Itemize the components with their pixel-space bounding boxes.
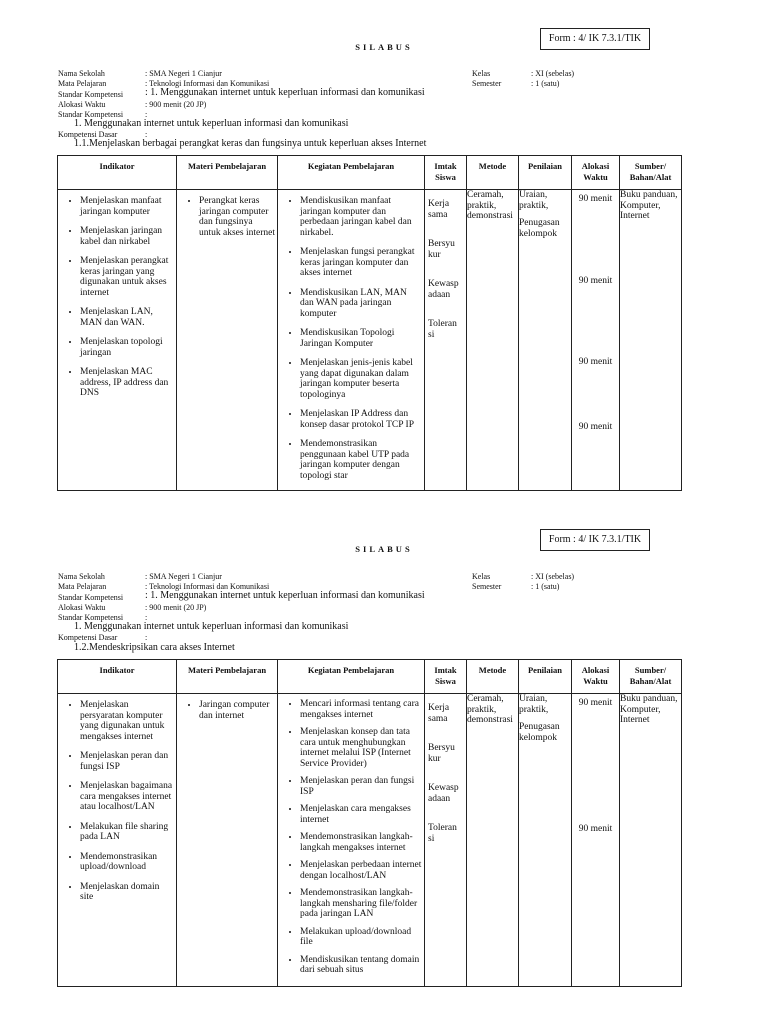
header-materi: Materi Pembelajaran [177, 156, 278, 190]
list-item: • Menjelaskan IP Address dan konsep dasar protokol TCP IP [300, 409, 422, 430]
list-item: • Menjelaskan LAN, MAN dan WAN. [80, 307, 174, 328]
header-materi: Materi Pembelajaran [177, 660, 278, 694]
kegiatan-cell [278, 694, 425, 987]
penilaian-item: Uraian, praktik, [519, 694, 549, 715]
silabus-table [57, 659, 682, 987]
penilaian-item: Penugasan kelompok [519, 218, 560, 239]
header-metode: Metode [467, 156, 519, 190]
list-item: • Menjelaskan fungsi perangkat keras jaringan komputer dan akses internet [300, 247, 422, 279]
header-imtak: Imtak Siswa [425, 660, 467, 694]
penilaian-item: Uraian, praktik, [519, 190, 549, 211]
kompetensi-dasar-text: 1.1.Menjelaskan berbagai perangkat keras dan fungsinya untuk keperluan akses Internet [74, 138, 427, 149]
header-kegiatan: Kegiatan Pembelajaran [278, 660, 425, 694]
header-metode: Metode [467, 660, 519, 694]
list-item: • Melakukan upload/download file [300, 927, 422, 948]
imtak-item: Toleran si [428, 319, 457, 340]
kompetensi-dasar-label: Kompetensi Dasar [58, 633, 118, 642]
semester-value: : 1 (satu) [531, 582, 560, 591]
alokasi-item: 90 menit [578, 698, 613, 708]
imtak-item: Kerja sama [428, 199, 450, 220]
penilaian-item: Penugasan kelompok [519, 722, 560, 743]
form-number-box: Form : 4/ IK 7.3.1/TIK [540, 28, 650, 50]
metode-cell: Ceramah, praktik, demonstrasi [467, 694, 519, 987]
list-item: • Mendemonstrasikan langkah-langkah mensharing file/folder pada jaringan LAN [300, 888, 422, 920]
standar-kompetensi-value: : 1. Menggunakan internet untuk keperluan informasi dan komunikasi [145, 87, 425, 98]
header-alokasi: Alokasi Waktu [572, 660, 620, 694]
header-sumber: Sumber/ Bahan/Alat [620, 156, 682, 190]
semester-value: : 1 (satu) [531, 79, 560, 88]
alokasi-item: 90 menit [578, 276, 613, 286]
mata-pelajaran-value: : Teknologi Informasi dan Komunikasi [145, 582, 270, 591]
list-item: • Perangkat keras jaringan computer dan fungsinya untuk akses internet [199, 196, 275, 238]
list-item: • Mendiskusikan manfaat jaringan komputer dan perbedaan jaringan kabel dan nirkabel. [300, 196, 422, 238]
mata-pelajaran-label: Mata Pelajaran [58, 79, 107, 88]
penilaian-cell [519, 694, 572, 987]
list-item: • Mendiskusikan tentang domain dari sebuah situs [300, 955, 422, 976]
list-item: • Menjelaskan manfaat jaringan komputer [80, 196, 174, 217]
alokasi-waktu-label: Alokasi Waktu [58, 100, 106, 109]
list-item: • Mendiskusikan Topologi Jaringan Komputer [300, 328, 422, 349]
sumber-cell: Buku panduan, Komputer, Internet [620, 190, 682, 491]
header-indikator: Indikator [58, 660, 177, 694]
mata-pelajaran-value: : Teknologi Informasi dan Komunikasi [145, 79, 270, 88]
list-item: • Menjelaskan MAC address, IP address dan DNS [80, 367, 174, 399]
alokasi-item: 90 menit [578, 824, 613, 834]
standar-kompetensi-label: Standar Kompetensi [58, 90, 124, 99]
list-item: • Menjelaskan jaringan kabel dan nirkabel [80, 226, 174, 247]
nama-sekolah-label: Nama Sekolah [58, 572, 105, 581]
standar-kompetensi-2-colon: : [145, 613, 148, 622]
imtak-item: Bersyu kur [428, 743, 455, 764]
list-item: • Mendiskusikan LAN, MAN dan WAN pada jaringan komputer [300, 288, 422, 320]
header-kegiatan: Kegiatan Pembelajaran [278, 156, 425, 190]
imtak-item: Kerja sama [428, 703, 450, 724]
imtak-item: Kewasp adaan [428, 279, 459, 300]
header-alokasi: Alokasi Waktu [572, 156, 620, 190]
list-item: • Menjelaskan cara mengakses internet [300, 804, 422, 825]
imtak-item: Bersyu kur [428, 239, 455, 260]
list-item: • Mendemonstrasikan langkah-langkah mengakses internet [300, 832, 422, 853]
alokasi-item: 90 menit [578, 422, 613, 432]
indikator-cell [58, 694, 177, 987]
materi-cell [177, 694, 278, 987]
kelas-label: Kelas [472, 572, 491, 581]
document-title: SILABUS [355, 544, 413, 554]
table-row [58, 694, 682, 987]
alokasi-waktu-value: : 900 menit (20 JP) [145, 603, 207, 612]
standar-kompetensi-value: : 1. Menggunakan internet untuk keperluan informasi dan komunikasi [145, 590, 425, 601]
standar-kompetensi-label: Standar Kompetensi [58, 593, 124, 602]
list-item: • Menjelaskan perbedaan internet dengan localhost/LAN [300, 860, 422, 881]
kelas-value: : XI (sebelas) [531, 69, 575, 78]
list-item: • Menjelaskan persyaratan komputer yang digunakan untuk mengakses internet [80, 700, 174, 742]
header-sumber: Sumber/ Bahan/Alat [620, 660, 682, 694]
list-item: • Melakukan file sharing pada LAN [80, 822, 174, 843]
imtak-item: Kewasp adaan [428, 783, 459, 804]
semester-label: Semester [472, 582, 502, 591]
alokasi-waktu-value: : 900 menit (20 JP) [145, 100, 207, 109]
table-header-row [58, 660, 682, 694]
metode-cell: Ceramah, praktik, demonstrasi [467, 190, 519, 491]
nama-sekolah-value: : SMA Negeri 1 Cianjur [145, 572, 222, 581]
alokasi-item: 90 menit [578, 194, 613, 204]
list-item: • Menjelaskan topologi jaringan [80, 337, 174, 358]
header-penilaian: Penilaian [519, 660, 572, 694]
header-indikator: Indikator [58, 156, 177, 190]
list-item: • Menjelaskan perangkat keras jaringan yang digunakan untuk akses internet [80, 256, 174, 298]
list-item: • Menjelaskan peran dan fungsi ISP [80, 751, 174, 772]
header-imtak: Imtak Siswa [425, 156, 467, 190]
list-item: • Mendemonstrasikan upload/download [80, 852, 174, 873]
list-item: • Mendemonstrasikan penggunaan kabel UTP pada jaringan komputer dengan topologi star [300, 439, 422, 481]
sumber-cell: Buku panduan, Komputer, Internet [620, 694, 682, 987]
list-item: • Menjelaskan domain site [80, 882, 174, 903]
document-title: SILABUS [355, 42, 413, 52]
kelas-label: Kelas [472, 69, 491, 78]
standar-kompetensi-2-colon: : [145, 110, 148, 119]
header-penilaian: Penilaian [519, 156, 572, 190]
list-item: • Menjelaskan peran dan fungsi ISP [300, 776, 422, 797]
alokasi-item: 90 menit [578, 357, 613, 367]
kompetensi-dasar-text: 1.2.Mendeskripsikan cara akses Internet [74, 642, 235, 653]
list-item: • Menjelaskan konsep dan tata cara untuk menghubungkan internet melalui ISP (Internet Service Provider) [300, 727, 422, 769]
nama-sekolah-label: Nama Sekolah [58, 69, 105, 78]
standar-kompetensi-2-label: Standar Kompetensi [58, 110, 124, 119]
standar-kompetensi-2-label: Standar Kompetensi [58, 613, 124, 622]
list-item: • Mencari informasi tentang cara mengakses internet [300, 699, 422, 720]
kelas-value: : XI (sebelas) [531, 572, 575, 581]
kompetensi-dasar-label: Kompetensi Dasar [58, 130, 118, 139]
list-item: • Jaringan computer dan internet [199, 700, 275, 721]
standar-kompetensi-2-text: 1. Menggunakan internet untuk keperluan informasi dan komunikasi [74, 621, 349, 632]
kompetensi-dasar-colon: : [145, 130, 148, 139]
nama-sekolah-value: : SMA Negeri 1 Cianjur [145, 69, 222, 78]
imtak-cell [425, 694, 467, 987]
kompetensi-dasar-colon: : [145, 633, 148, 642]
standar-kompetensi-2-text: 1. Menggunakan internet untuk keperluan informasi dan komunikasi [74, 118, 349, 129]
alokasi-cell [572, 694, 620, 987]
alokasi-waktu-label: Alokasi Waktu [58, 603, 106, 612]
form-number-box: Form : 4/ IK 7.3.1/TIK [540, 529, 650, 551]
list-item: • Menjelaskan bagaimana cara mengakses internet atau localhost/LAN [80, 781, 174, 813]
list-item: • Menjelaskan jenis-jenis kabel yang dapat digunakan dalam jaringan komputer beserta topologinya [300, 358, 422, 400]
imtak-item: Toleran si [428, 823, 457, 844]
semester-label: Semester [472, 79, 502, 88]
mata-pelajaran-label: Mata Pelajaran [58, 582, 107, 591]
